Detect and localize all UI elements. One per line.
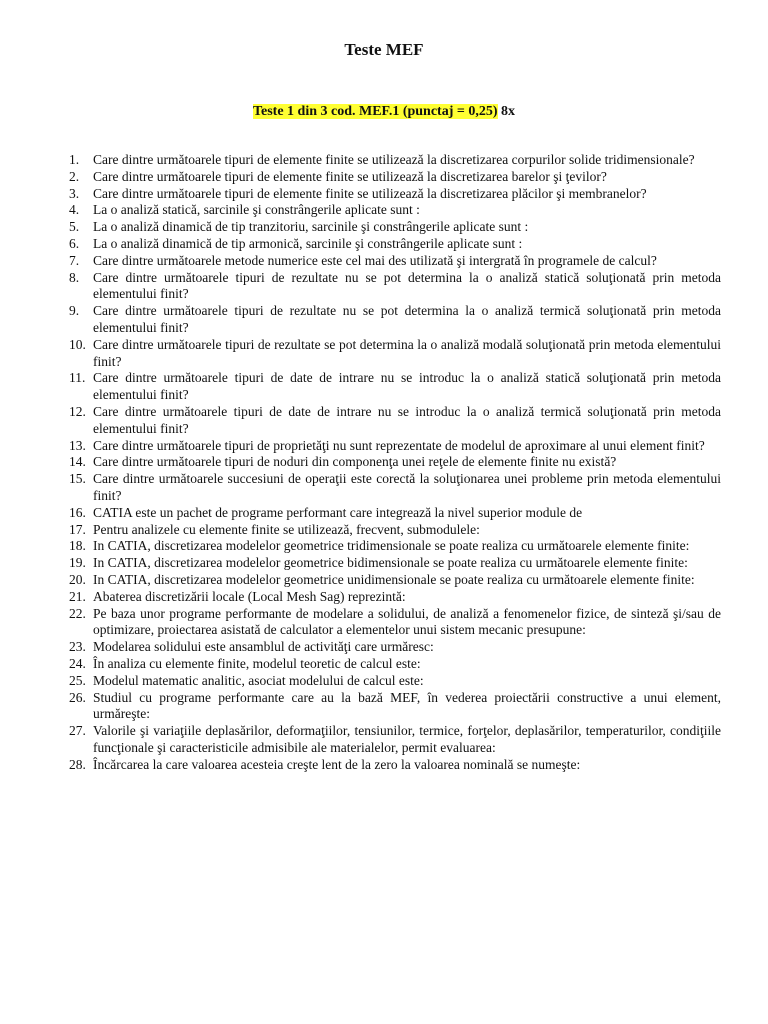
question-number [64, 656, 93, 673]
question-number-label: 15. [69, 471, 86, 487]
question-number-label: 7. [69, 252, 80, 268]
question-number-label: 10. [69, 336, 86, 352]
question-text: Care dintre următoarele succesiuni de operaţii este corectă la soluţionarea unei probleme prin metoda elementului finit? [93, 471, 721, 503]
question-item [64, 303, 721, 337]
question-item [64, 555, 721, 572]
question-number [64, 572, 93, 589]
question-number-label: 20. [69, 571, 86, 587]
question-text: La o analiză statică, sarcinile şi constrângerile aplicate sunt : [93, 202, 420, 218]
question-text: Care dintre următoarele metode numerice este cel mai des utilizată şi intergrată în programele de calcul? [93, 252, 657, 268]
question-number-label: 14. [69, 454, 86, 470]
question-item [64, 572, 721, 589]
question-text: Încărcarea la care valoarea acesteia creşte lent de la zero la valoarea nominală se numeşte: [93, 756, 581, 772]
question-number-label: 9. [69, 303, 80, 319]
question-number-label: 25. [69, 672, 86, 688]
question-number [64, 303, 93, 337]
question-text: Care dintre următoarele tipuri de elemente finite se utilizează la discretizarea barelor şi ţevilor? [93, 168, 607, 184]
question-item [64, 656, 721, 673]
question-number-label: 8. [69, 269, 80, 285]
question-number [64, 404, 93, 438]
question-text: Valorile şi variaţiile deplasărilor, deformaţiilor, tensiunilor, termice, forţelor, deplasărilor, temperaturilor, condiţiile funcţionale şi caracteristicile admisibile ale materialelor, permit evaluarea: [93, 723, 721, 755]
question-text: Care dintre următoarele tipuri de rezultate nu se pot determina la o analiză statică soluţionată prin metoda elementului finit? [93, 269, 721, 302]
question-text: Pentru analizele cu elemente finite se utilizează, frecvent, submodulele: [93, 521, 480, 537]
question-number [64, 471, 93, 505]
question-number [64, 152, 93, 169]
question-text: In CATIA, discretizarea modelelor geometrice tridimensionale se poate realiza cu următoarele elemente finite: [93, 538, 690, 554]
question-text: Care dintre următoarele tipuri de rezultate nu se pot determina la o analiză termică soluţionată prin metoda elementului finit? [93, 303, 721, 335]
question-text: Care dintre următoarele tipuri de elemente finite se utilizează la discretizarea plăcilor şi membranelor? [93, 185, 647, 201]
question-item [64, 606, 721, 640]
question-number [64, 522, 93, 539]
question-number [64, 236, 93, 253]
document-subtitle [0, 103, 768, 121]
question-number [64, 505, 93, 522]
question-item [64, 404, 721, 438]
question-number-label: 17. [69, 521, 86, 537]
question-number-label: 4. [69, 202, 80, 218]
question-item [64, 253, 721, 270]
subtitle-highlight: Teste 1 din 3 cod. MEF.1 (punctaj = 0,25) [252, 104, 498, 119]
question-item [64, 270, 721, 304]
question-number [64, 270, 93, 304]
question-number [64, 438, 93, 455]
document-title: Teste MEF [344, 40, 424, 59]
question-number [64, 219, 93, 236]
question-text: In CATIA, discretizarea modelelor geometrice bidimensionale se poate realiza cu următoarele elemente finite: [93, 555, 688, 571]
question-item [64, 337, 721, 371]
question-text: Care dintre următoarele tipuri de proprietăţi nu sunt reprezentate de modelul de aproximare al unui element finit? [93, 437, 705, 453]
question-number [64, 538, 93, 555]
question-text: Abaterea discretizării locale (Local Mesh Sag) reprezintă: [93, 588, 406, 604]
question-number [64, 673, 93, 690]
question-number [64, 606, 93, 640]
question-number [64, 253, 93, 270]
question-number-label: 22. [69, 605, 86, 621]
question-number [64, 202, 93, 219]
question-text: Care dintre următoarele tipuri de elemente finite se utilizează la discretizarea corpurilor solide tridimensionale? [93, 152, 695, 167]
question-number [64, 555, 93, 572]
question-number [64, 690, 93, 724]
question-item [64, 723, 721, 757]
question-item [64, 169, 721, 186]
question-item [64, 219, 721, 236]
question-number-label: 3. [69, 185, 80, 201]
question-number [64, 186, 93, 203]
question-item [64, 236, 721, 253]
question-number-label: 18. [69, 538, 86, 554]
question-number-label: 11. [69, 370, 86, 386]
question-text: Modelul matematic analitic, asociat modelului de calcul este: [93, 672, 424, 688]
question-number-label: 6. [69, 235, 80, 251]
question-number-label: 19. [69, 555, 86, 571]
question-number-label: 26. [69, 689, 86, 705]
question-text: Pe baza unor programe performante de modelare a solidului, de analiză a fenomenelor fizice, de sinteză şi/sau de optimizare, proiectarea asistată de calculator a elementelor unui sistem mecanic presupune: [93, 605, 721, 638]
question-number [64, 370, 93, 404]
question-item [64, 538, 721, 555]
question-item [64, 370, 721, 404]
question-number [64, 639, 93, 656]
question-number-label: 28. [69, 756, 86, 772]
question-number-label: 5. [69, 219, 80, 235]
question-item [64, 471, 721, 505]
question-number-label: 1. [69, 152, 80, 167]
question-list [64, 152, 721, 773]
question-number-label: 2. [69, 168, 80, 184]
question-number-label: 24. [69, 655, 86, 671]
question-text: Care dintre următoarele tipuri de rezultate se pot determina la o analiză modală soluţionată prin metoda elementului finit? [93, 336, 721, 369]
question-item [64, 757, 721, 774]
question-text: Studiul cu programe performante care au la bază MEF, în vederea proiectării constructive a unui element, urmăreşte: [93, 689, 721, 722]
question-text: Care dintre următoarele tipuri de date de intrare nu se introduc la o analiză termică soluţionată prin metoda elementului finit? [93, 403, 721, 436]
question-item [64, 438, 721, 455]
question-item [64, 152, 721, 169]
question-number [64, 337, 93, 371]
question-number-label: 27. [69, 723, 86, 739]
question-number-label: 23. [69, 639, 86, 655]
question-text: Care dintre următoarele tipuri de noduri din componenţa unei reţele de elemente finite nu există? [93, 454, 617, 470]
question-text: In CATIA, discretizarea modelelor geometrice unidimensionale se poate realiza cu următoarele elemente finite: [93, 571, 695, 587]
question-number-label: 21. [69, 588, 86, 604]
question-number-label: 12. [69, 403, 86, 419]
question-item [64, 202, 721, 219]
question-number [64, 169, 93, 186]
question-item [64, 186, 721, 203]
question-text: La o analiză dinamică de tip tranzitoriu, sarcinile şi constrângerile aplicate sunt : [93, 219, 529, 235]
question-text: CATIA este un pachet de programe performant care integrează la nivel superior module de [93, 504, 583, 520]
question-item [64, 589, 721, 606]
question-text: În analiza cu elemente finite, modelul teoretic de calcul este: [93, 655, 421, 671]
question-number-label: 16. [69, 504, 86, 520]
question-number [64, 454, 93, 471]
question-number [64, 589, 93, 606]
question-number-label: 13. [69, 437, 86, 453]
question-item [64, 673, 721, 690]
question-item [64, 505, 721, 522]
question-number [64, 723, 93, 757]
question-text: Modelarea solidului este ansamblul de activităţi care urmăresc: [93, 639, 434, 655]
question-number [64, 757, 93, 774]
question-item [64, 690, 721, 724]
question-item [64, 522, 721, 539]
question-item [64, 454, 721, 471]
question-item [64, 639, 721, 656]
subtitle-suffix: 8x [497, 104, 516, 119]
question-text: La o analiză dinamică de tip armonică, sarcinile şi constrângerile aplicate sunt : [93, 235, 523, 251]
question-text: Care dintre următoarele tipuri de date de intrare nu se introduc la o analiză statică soluţionată prin metoda elementului finit? [93, 370, 721, 403]
